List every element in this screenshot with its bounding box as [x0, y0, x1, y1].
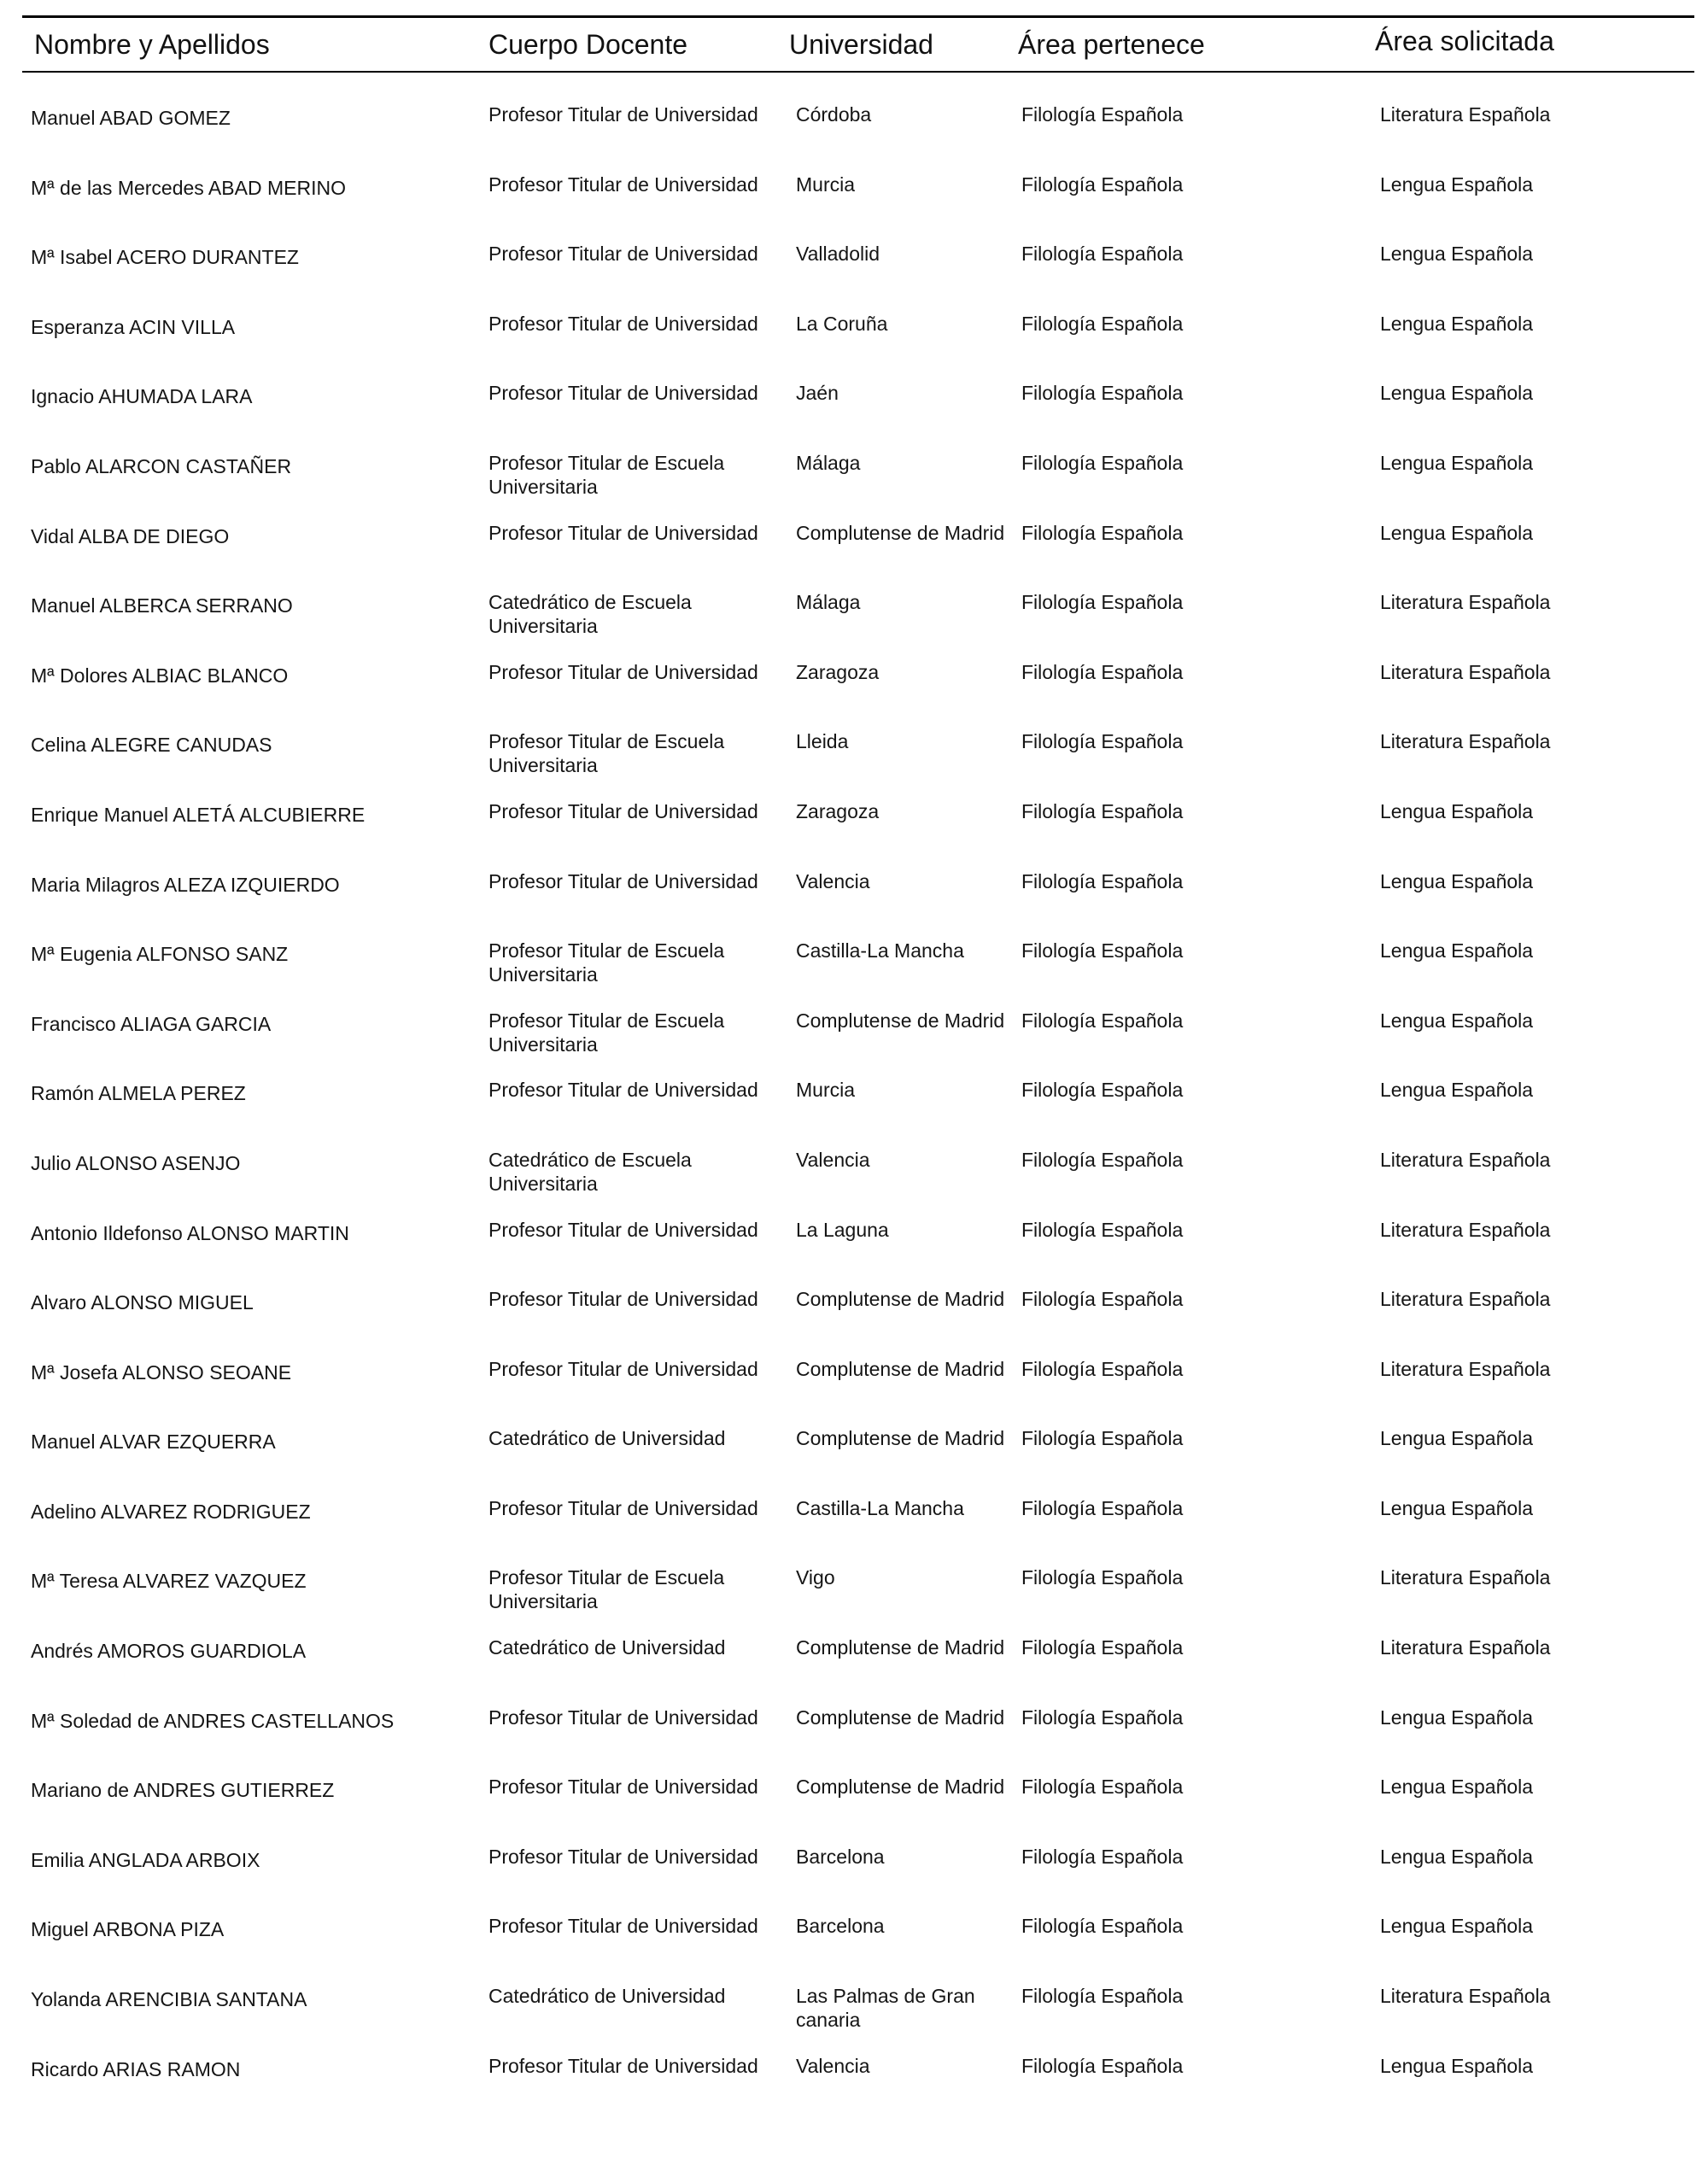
cell-name: Manuel ALVAR EZQUERRA	[31, 1431, 276, 1454]
cell-area-pertenece: Filología Española	[1021, 591, 1184, 614]
table-row	[0, 1479, 1708, 1549]
header-name: Nombre y Apellidos	[34, 29, 270, 60]
header-cuerpo-docente: Cuerpo Docente	[488, 29, 688, 60]
cell-cuerpo-docente: Profesor Titular de Universidad	[488, 869, 758, 892]
cell-area-solicitada: Lengua Española	[1380, 1706, 1534, 1729]
cell-name: Enrique Manuel ALETÁ ALCUBIERRE	[31, 803, 366, 826]
header-rule	[22, 71, 1694, 73]
cell-area-solicitada: Lengua Española	[1380, 1845, 1534, 1868]
cell-cuerpo-docente: Profesor Titular de Universidad	[488, 1496, 758, 1519]
table-row	[0, 1897, 1708, 1967]
cell-universidad: Málaga	[796, 451, 861, 474]
cell-cuerpo-docente: Profesor Titular de Universidad	[488, 1079, 758, 1102]
cell-universidad: Complutense de Madrid	[796, 1357, 1005, 1380]
cell-area-pertenece: Filología Española	[1021, 1985, 1184, 2008]
header-universidad: Universidad	[789, 29, 933, 60]
table-row	[0, 1688, 1708, 1758]
cell-universidad: Zaragoza	[796, 660, 880, 683]
cell-area-solicitada: Literatura Española	[1380, 660, 1551, 683]
table-row	[0, 1201, 1708, 1271]
cell-area-pertenece: Filología Española	[1021, 312, 1184, 335]
cell-universidad: Castilla-La Mancha	[796, 1496, 964, 1519]
cell-universidad: Murcia	[796, 1079, 856, 1102]
cell-universidad: Complutense de Madrid	[796, 1776, 1005, 1799]
cell-name: Emilia ANGLADA ARBOIX	[31, 1848, 260, 1871]
table-row	[0, 852, 1708, 922]
table-row	[0, 295, 1708, 365]
top-rule	[22, 15, 1694, 18]
table-row	[0, 85, 1708, 155]
cell-cuerpo-docente: Catedrático de Escuela Universitaria	[488, 1148, 692, 1195]
table-row	[0, 504, 1708, 574]
cell-universidad: Complutense de Madrid	[796, 1288, 1005, 1311]
cell-name: Mariano de ANDRES GUTIERREZ	[31, 1779, 335, 1802]
cell-cuerpo-docente: Catedrático de Universidad	[488, 1636, 726, 1659]
cell-area-pertenece: Filología Española	[1021, 103, 1184, 126]
table-row	[0, 434, 1708, 504]
cell-universidad: Complutense de Madrid	[796, 1636, 1005, 1659]
cell-name: Mª Eugenia ALFONSO SANZ	[31, 943, 289, 966]
table-row	[0, 643, 1708, 713]
table-row	[0, 1131, 1708, 1201]
cell-area-pertenece: Filología Española	[1021, 1776, 1184, 1799]
cell-cuerpo-docente: Profesor Titular de Universidad	[488, 521, 758, 544]
table-row	[0, 1618, 1708, 1688]
cell-cuerpo-docente: Profesor Titular de Universidad	[488, 1357, 758, 1380]
cell-area-pertenece: Filología Española	[1021, 660, 1184, 683]
cell-name: Maria Milagros ALEZA IZQUIERDO	[31, 873, 340, 896]
cell-area-solicitada: Lengua Española	[1380, 1915, 1534, 1938]
table-row	[0, 573, 1708, 643]
cell-area-pertenece: Filología Española	[1021, 1706, 1184, 1729]
cell-universidad: Valencia	[796, 1148, 870, 1171]
cell-area-solicitada: Literatura Española	[1380, 591, 1551, 614]
cell-area-solicitada: Literatura Española	[1380, 1985, 1551, 2008]
cell-name: Julio ALONSO ASENJO	[31, 1151, 241, 1174]
cell-cuerpo-docente: Profesor Titular de Escuela Universitaria	[488, 1009, 725, 1056]
table-row	[0, 1548, 1708, 1618]
cell-cuerpo-docente: Profesor Titular de Universidad	[488, 1776, 758, 1799]
cell-universidad: Málaga	[796, 591, 861, 614]
table-row	[0, 1409, 1708, 1479]
cell-cuerpo-docente: Profesor Titular de Universidad	[488, 103, 758, 126]
cell-cuerpo-docente: Profesor Titular de Universidad	[488, 1845, 758, 1868]
cell-area-solicitada: Lengua Española	[1380, 243, 1534, 266]
cell-area-pertenece: Filología Española	[1021, 799, 1184, 822]
table-row	[0, 1340, 1708, 1410]
cell-name: Ramón ALMELA PEREZ	[31, 1082, 246, 1105]
cell-universidad: Complutense de Madrid	[796, 521, 1005, 544]
cell-name: Mª Dolores ALBIAC BLANCO	[31, 664, 289, 687]
cell-name: Ricardo ARIAS RAMON	[31, 2057, 241, 2080]
cell-area-solicitada: Lengua Española	[1380, 1427, 1534, 1450]
header-area-solicitada: Área solicitada	[1375, 26, 1554, 56]
cell-area-pertenece: Filología Española	[1021, 1427, 1184, 1450]
cell-universidad: Complutense de Madrid	[796, 1706, 1005, 1729]
cell-area-pertenece: Filología Española	[1021, 521, 1184, 544]
cell-area-solicitada: Literatura Española	[1380, 1218, 1551, 1241]
cell-area-pertenece: Filología Española	[1021, 451, 1184, 474]
cell-area-pertenece: Filología Española	[1021, 1357, 1184, 1380]
cell-universidad: Valencia	[796, 2054, 870, 2077]
cell-cuerpo-docente: Catedrático de Escuela Universitaria	[488, 591, 692, 638]
cell-area-solicitada: Literatura Española	[1380, 1566, 1551, 1589]
cell-name: Miguel ARBONA PIZA	[31, 1918, 225, 1941]
cell-cuerpo-docente: Profesor Titular de Escuela Universitaria	[488, 939, 725, 986]
cell-area-solicitada: Lengua Española	[1380, 312, 1534, 335]
cell-cuerpo-docente: Profesor Titular de Universidad	[488, 2054, 758, 2077]
table-row	[0, 1061, 1708, 1131]
cell-name: Celina ALEGRE CANUDAS	[31, 734, 272, 757]
cell-area-pertenece: Filología Española	[1021, 1845, 1184, 1868]
cell-area-solicitada: Literatura Española	[1380, 1636, 1551, 1659]
cell-area-pertenece: Filología Española	[1021, 1636, 1184, 1659]
cell-area-pertenece: Filología Española	[1021, 1288, 1184, 1311]
cell-area-solicitada: Lengua Española	[1380, 2054, 1534, 2077]
cell-cuerpo-docente: Profesor Titular de Universidad	[488, 243, 758, 266]
cell-area-pertenece: Filología Española	[1021, 730, 1184, 753]
cell-area-solicitada: Lengua Española	[1380, 799, 1534, 822]
cell-area-solicitada: Literatura Española	[1380, 1148, 1551, 1171]
cell-area-pertenece: Filología Española	[1021, 243, 1184, 266]
cell-cuerpo-docente: Profesor Titular de Universidad	[488, 1288, 758, 1311]
cell-cuerpo-docente: Profesor Titular de Escuela Universitaria	[488, 730, 725, 777]
cell-area-pertenece: Filología Española	[1021, 173, 1184, 196]
cell-cuerpo-docente: Profesor Titular de Universidad	[488, 173, 758, 196]
cell-area-pertenece: Filología Española	[1021, 1496, 1184, 1519]
table-row	[0, 225, 1708, 295]
cell-name: Manuel ABAD GOMEZ	[31, 107, 231, 129]
cell-cuerpo-docente: Profesor Titular de Universidad	[488, 1706, 758, 1729]
cell-universidad: Valencia	[796, 869, 870, 892]
cell-area-pertenece: Filología Española	[1021, 1566, 1184, 1589]
cell-name: Mª de las Mercedes ABAD MERINO	[31, 176, 346, 199]
cell-area-pertenece: Filología Española	[1021, 382, 1184, 405]
cell-name: Mª Soledad de ANDRES CASTELLANOS	[31, 1709, 395, 1732]
cell-area-solicitada: Lengua Española	[1380, 869, 1534, 892]
cell-area-solicitada: Lengua Española	[1380, 1776, 1534, 1799]
cell-name: Manuel ALBERCA SERRANO	[31, 594, 293, 617]
cell-name: Ignacio AHUMADA LARA	[31, 385, 253, 408]
cell-cuerpo-docente: Catedrático de Universidad	[488, 1427, 726, 1450]
table-row	[0, 992, 1708, 1062]
cell-area-solicitada: Lengua Española	[1380, 521, 1534, 544]
cell-cuerpo-docente: Profesor Titular de Universidad	[488, 660, 758, 683]
cell-universidad: Barcelona	[796, 1845, 885, 1868]
cell-area-pertenece: Filología Española	[1021, 1148, 1184, 1171]
cell-area-solicitada: Literatura Española	[1380, 103, 1551, 126]
table-row	[0, 1828, 1708, 1898]
cell-area-solicitada: Lengua Española	[1380, 382, 1534, 405]
cell-area-pertenece: Filología Española	[1021, 2054, 1184, 2077]
cell-universidad: La Coruña	[796, 312, 888, 335]
cell-name: Adelino ALVAREZ RODRIGUEZ	[31, 1500, 311, 1523]
cell-universidad: La Laguna	[796, 1218, 889, 1241]
cell-name: Mª Teresa ALVAREZ VAZQUEZ	[31, 1570, 307, 1593]
cell-cuerpo-docente: Profesor Titular de Universidad	[488, 1915, 758, 1938]
table-row	[0, 155, 1708, 225]
cell-universidad: Complutense de Madrid	[796, 1427, 1005, 1450]
cell-name: Pablo ALARCON CASTAÑER	[31, 454, 292, 477]
cell-area-solicitada: Lengua Española	[1380, 1079, 1534, 1102]
cell-name: Antonio Ildefonso ALONSO MARTIN	[31, 1221, 349, 1244]
cell-area-solicitada: Lengua Española	[1380, 939, 1534, 962]
cell-universidad: Zaragoza	[796, 799, 880, 822]
cell-universidad: Complutense de Madrid	[796, 1009, 1005, 1032]
cell-cuerpo-docente: Profesor Titular de Universidad	[488, 1218, 758, 1241]
table-row	[0, 1758, 1708, 1828]
cell-area-pertenece: Filología Española	[1021, 869, 1184, 892]
cell-name: Vidal ALBA DE DIEGO	[31, 524, 230, 547]
table-body	[0, 85, 1708, 2106]
cell-area-solicitada: Lengua Española	[1380, 1009, 1534, 1032]
cell-cuerpo-docente: Profesor Titular de Universidad	[488, 312, 758, 335]
table-row	[0, 712, 1708, 782]
cell-name: Francisco ALIAGA GARCIA	[31, 1012, 272, 1035]
cell-area-pertenece: Filología Española	[1021, 1079, 1184, 1102]
cell-area-solicitada: Lengua Española	[1380, 1496, 1534, 1519]
cell-area-solicitada: Literatura Española	[1380, 1288, 1551, 1311]
cell-universidad: Valladolid	[796, 243, 880, 266]
table-row	[0, 364, 1708, 434]
cell-name: Andrés AMOROS GUARDIOLA	[31, 1640, 307, 1663]
cell-name: Mª Isabel ACERO DURANTEZ	[31, 246, 299, 269]
cell-name: Esperanza ACIN VILLA	[31, 315, 236, 338]
cell-universidad: Barcelona	[796, 1915, 885, 1938]
cell-area-pertenece: Filología Española	[1021, 1009, 1184, 1032]
cell-universidad: Las Palmas de Gran canaria	[796, 1985, 975, 2032]
cell-universidad: Castilla-La Mancha	[796, 939, 964, 962]
cell-name: Yolanda ARENCIBIA SANTANA	[31, 1988, 307, 2011]
cell-name: Mª Josefa ALONSO SEOANE	[31, 1360, 292, 1384]
cell-area-solicitada: Literatura Española	[1380, 730, 1551, 753]
table-row	[0, 1967, 1708, 2037]
cell-area-pertenece: Filología Española	[1021, 1915, 1184, 1938]
cell-cuerpo-docente: Profesor Titular de Escuela Universitaria	[488, 1566, 725, 1613]
cell-universidad: Lleida	[796, 730, 849, 753]
table-row	[0, 2037, 1708, 2107]
cell-name: Alvaro ALONSO MIGUEL	[31, 1291, 254, 1314]
cell-area-pertenece: Filología Española	[1021, 939, 1184, 962]
cell-cuerpo-docente: Catedrático de Universidad	[488, 1985, 726, 2008]
cell-universidad: Murcia	[796, 173, 856, 196]
cell-cuerpo-docente: Profesor Titular de Universidad	[488, 382, 758, 405]
cell-universidad: Jaén	[796, 382, 839, 405]
header-area-pertenece: Área pertenece	[1018, 29, 1205, 60]
cell-universidad: Córdoba	[796, 103, 872, 126]
cell-universidad: Vigo	[796, 1566, 835, 1589]
table-header	[0, 26, 1708, 68]
table-row	[0, 922, 1708, 992]
cell-cuerpo-docente: Profesor Titular de Universidad	[488, 799, 758, 822]
cell-cuerpo-docente: Profesor Titular de Escuela Universitaria	[488, 451, 725, 498]
cell-area-solicitada: Lengua Española	[1380, 451, 1534, 474]
cell-area-solicitada: Lengua Española	[1380, 173, 1534, 196]
cell-area-pertenece: Filología Española	[1021, 1218, 1184, 1241]
cell-area-solicitada: Literatura Española	[1380, 1357, 1551, 1380]
table-row	[0, 782, 1708, 852]
table-row	[0, 1270, 1708, 1340]
